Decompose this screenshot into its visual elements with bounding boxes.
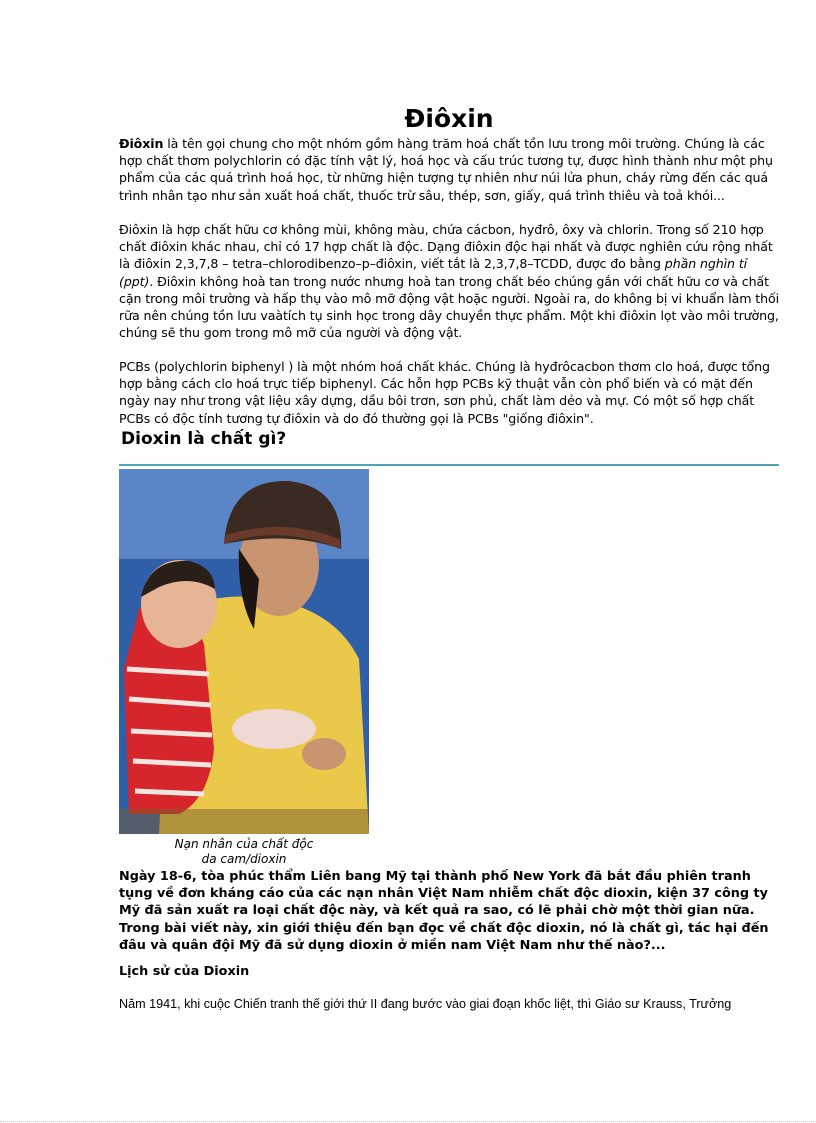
photo-caption xyxy=(119,837,369,867)
dioxin-properties-paragraph xyxy=(119,221,783,341)
page-bottom-rule xyxy=(0,1121,816,1122)
intro-paragraph xyxy=(119,135,783,204)
properties-text-a: Điôxin là hợp chất hữu cơ không mùi, không màu, chứa cácbon, hyđrô, ôxy và chlorin. Trong số 210 hợp chất điôxin khác nhau, chỉ có 17 hợp chất là độc. Dạng điôxin độc hại nhất và được nghiên cứu rộng nhất là điôxin 2,3,7,8 – tetra–chlorodibenzo–p–điôxin, viết tắt là 2,3,7,8–TCDD, được đo bằng xyxy=(119,222,773,272)
section-divider xyxy=(119,464,779,466)
lead-paragraph: Ngày 18-6, tòa phúc thẩm Liên bang Mỹ tại thành phố New York đã bắt đầu phiên tranh tụng về đơn kháng cáo của các nạn nhân Việt Nam nhiễm chất độc dioxin, kiện 37 công ty Mỹ đã sản xuất ra loại chất độc này, và kết quả ra sao, có lẽ phải chờ một thời gian nữa. Trong bài viết này, xin giới thiệu đến bạn đọc về chất độc dioxin, nó là chất gì, tác hại đến đâu và quân đội Mỹ đã sử dụng dioxin ở miền nam Việt Nam như thế nào?... xyxy=(119,869,769,953)
victim-photo xyxy=(119,469,369,834)
caption-line-2: da cam/dioxin xyxy=(201,852,287,866)
ppt-unit: phần nghìn tỉ (ppt) xyxy=(119,256,748,289)
caption-line-1: Nạn nhân của chất độc xyxy=(174,837,314,851)
history-heading: Lịch sử của Dioxin xyxy=(119,964,250,979)
page-title: Điôxin xyxy=(404,104,494,133)
intro-text: là tên gọi chung cho một nhóm gồm hàng trăm hoá chất tồn lưu trong môi trường. Chúng là các hợp chất thơm polychlorin có đặc tính vật lý, hoá học và cấu trúc tương tự, được hình thành như một phụ phẩm của các quá trình hoá học, từ những hiện tượng tự nhiên như núi lửa phun, cháy rừng đến các quá trình nhân tạo như sản xuất hoá chất, thuốc trừ sâu, thép, sơn, giấy, quá trình thiêu và toả khói... xyxy=(119,136,773,203)
properties-text-b: . Điôxin không hoà tan trong nước nhưng hoà tan trong chất béo chúng gắn với chất hữu cơ và chất cặn trong môi trường và hấp thụ vào mô mỡ động vật hoặc người. Ngoài ra, do không bị vi khuẩn làm thối rữa nên chúng tồn lưu vaàtích tụ sinh học trong dây chuyền thực phẩm. Một khi điôxin lọt vào môi trường, chúng sẽ thu gom trong mô mỡ của người và động vật. xyxy=(119,273,780,341)
history-paragraph: Năm 1941, khi cuộc Chiến tranh thế giới thứ II đang bước vào giai đoạn khốc liệt, thì Giáo sư Krauss, Trưởng xyxy=(119,997,732,1011)
pcbs-paragraph: PCBs (polychlorin biphenyl ) là một nhóm hoá chất khác. Chúng là hyđrôcacbon thơm clo hoá, được tổng hợp bằng cách clo hoá trực tiếp biphenyl. Các hỗn hợp PCBs kỹ thuật vẫn còn phổ biến và có mặt đến ngày nay như trong vật liệu xây dựng, dầu bôi trơn, sơn phủ, chất làm dẻo và mự. Có một số hợp chất PCBs có độc tính tương tự điôxin và do đó thường gọi là PCBs "giống điôxin". xyxy=(119,359,770,426)
section-heading: Dioxin là chất gì? xyxy=(121,429,287,449)
intro-term: Điôxin xyxy=(119,136,164,151)
